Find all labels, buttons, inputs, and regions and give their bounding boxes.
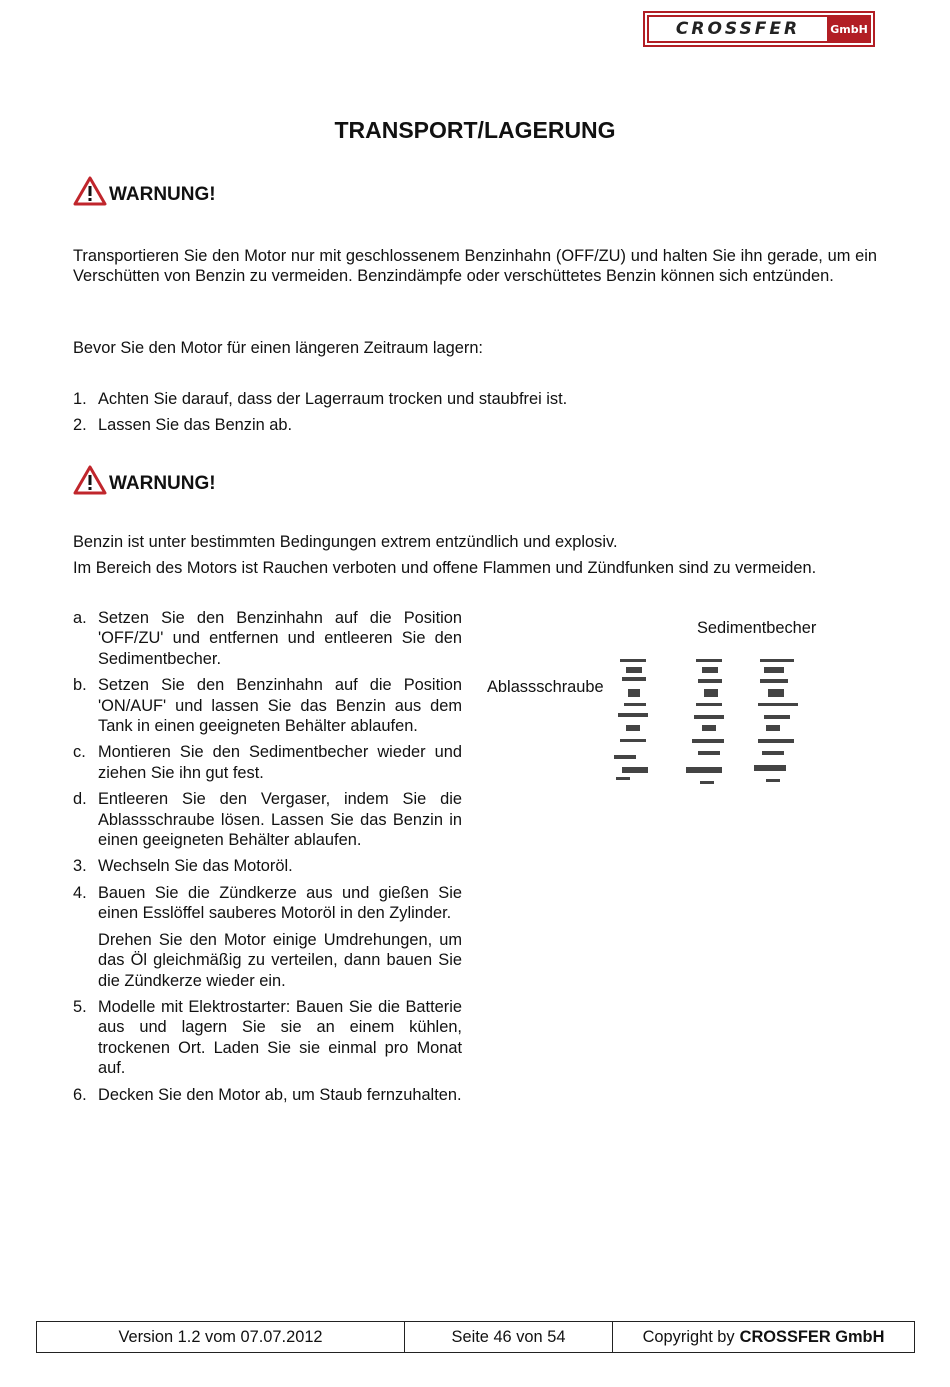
- footer-page-number: Seite 46 von 54: [405, 1322, 613, 1352]
- logo-wordmark: CROSSFER: [647, 15, 827, 43]
- storage-steps-list: [73, 608, 462, 1111]
- list-number: c.: [73, 743, 86, 762]
- list-item: [73, 789, 462, 850]
- list-item: [73, 997, 462, 1079]
- list-number: a.: [73, 609, 87, 627]
- list-text: Entleeren Sie den Vergaser, indem Sie die Ablassschraube lösen. Lassen Sie das Benzin in einen geeigneten Behälter ablaufen.: [98, 790, 462, 850]
- list-text: Setzen Sie den Benzinhahn auf die Position 'OFF/ZU' und entfernen und entleeren Sie den Sedimentbecher.: [98, 609, 462, 668]
- list-number: 3.: [73, 857, 87, 876]
- illustration-step-1: [614, 659, 648, 780]
- list-text: Lassen Sie das Benzin ab.: [98, 416, 293, 434]
- illustration-step-2: [686, 659, 724, 784]
- list-text: Bauen Sie die Zündkerze aus und gießen Sie einen Esslöffel sauberes Motoröl in den Zylinder.: [98, 883, 462, 923]
- warning-text-1: Benzin ist unter bestimmten Bedingungen extrem entzündlich und explosiv.: [73, 533, 618, 551]
- warning-triangle-icon: [73, 176, 107, 206]
- list-item: [73, 389, 877, 409]
- list-item: [73, 415, 877, 435]
- warning-label: WARNUNG!: [109, 473, 216, 494]
- list-number: 5.: [73, 997, 87, 1016]
- list-number: 2.: [73, 416, 87, 434]
- figure-label-drain-screw: Ablassschraube: [487, 678, 604, 696]
- list-item: [73, 1085, 462, 1105]
- warning-heading-1: [73, 176, 216, 206]
- page-title: TRANSPORT/LAGERUNG: [334, 117, 616, 143]
- warning-label: WARNUNG!: [109, 184, 216, 205]
- list-number: d.: [73, 790, 87, 809]
- figure-label-sediment-cup: Sedimentbecher: [697, 619, 817, 637]
- list-text: Wechseln Sie das Motoröl.: [98, 857, 293, 876]
- list-number: 1.: [73, 390, 87, 408]
- footer-copyright: [613, 1322, 914, 1352]
- page-footer: [36, 1321, 915, 1353]
- copyright-prefix: Copyright by: [642, 1327, 735, 1346]
- list-item: [73, 856, 462, 876]
- list-text: Montieren Sie den Sedimentbecher wieder und ziehen Sie ihn gut fest.: [98, 743, 462, 782]
- copyright-company: CROSSFER GmbH: [739, 1327, 885, 1346]
- list-number: 4.: [73, 883, 87, 902]
- list-number: b.: [73, 676, 87, 695]
- sediment-cup-illustration: [608, 655, 808, 797]
- storage-intro: Bevor Sie den Motor für einen längeren Zeitraum lagern:: [73, 339, 483, 357]
- warning-text-2: Im Bereich des Motors ist Rauchen verboten und offene Flammen und Zündfunken sind zu vermeiden.: [73, 559, 817, 577]
- footer-version: Version 1.2 vom 07.07.2012: [37, 1322, 405, 1352]
- transport-text: Transportieren Sie den Motor nur mit geschlossenem Benzinhahn (OFF/ZU) und halten Sie ihn gerade, um ein Verschütten von Benzin zu vermeiden. Benzindämpfe oder verschüttetes Benzin können sich entzünden.: [73, 247, 877, 285]
- warning-heading-2: [73, 465, 216, 495]
- logo-suffix: GmbH: [827, 15, 871, 43]
- list-item: [73, 675, 462, 736]
- warning-triangle-icon: [73, 465, 107, 495]
- company-logo: [643, 11, 875, 47]
- list-item: [73, 883, 462, 924]
- list-item: [73, 608, 462, 669]
- list-text: Achten Sie darauf, dass der Lagerraum trocken und staubfrei ist.: [98, 390, 568, 408]
- list-item: [73, 742, 462, 783]
- list-item-continuation: [73, 930, 462, 991]
- illustration-step-3: [754, 659, 798, 782]
- list-text: Drehen Sie den Motor einige Umdrehungen, um das Öl gleichmäßig zu verteilen, dann bauen Sie die Zündkerze wieder ein.: [98, 930, 462, 990]
- list-text: Setzen Sie den Benzinhahn auf die Position 'ON/AUF' und lassen Sie das Benzin aus dem Tank in einen geeigneten Behälter ablaufen.: [98, 676, 462, 736]
- list-text: Decken Sie den Motor ab, um Staub fernzuhalten.: [98, 1085, 462, 1104]
- list-number: 6.: [73, 1085, 87, 1104]
- list-text: Modelle mit Elektrostarter: Bauen Sie die Batterie aus und lagern Sie sie an einem kühlen, trockenen Ort. Laden Sie sie einmal pro Monat auf.: [98, 997, 462, 1078]
